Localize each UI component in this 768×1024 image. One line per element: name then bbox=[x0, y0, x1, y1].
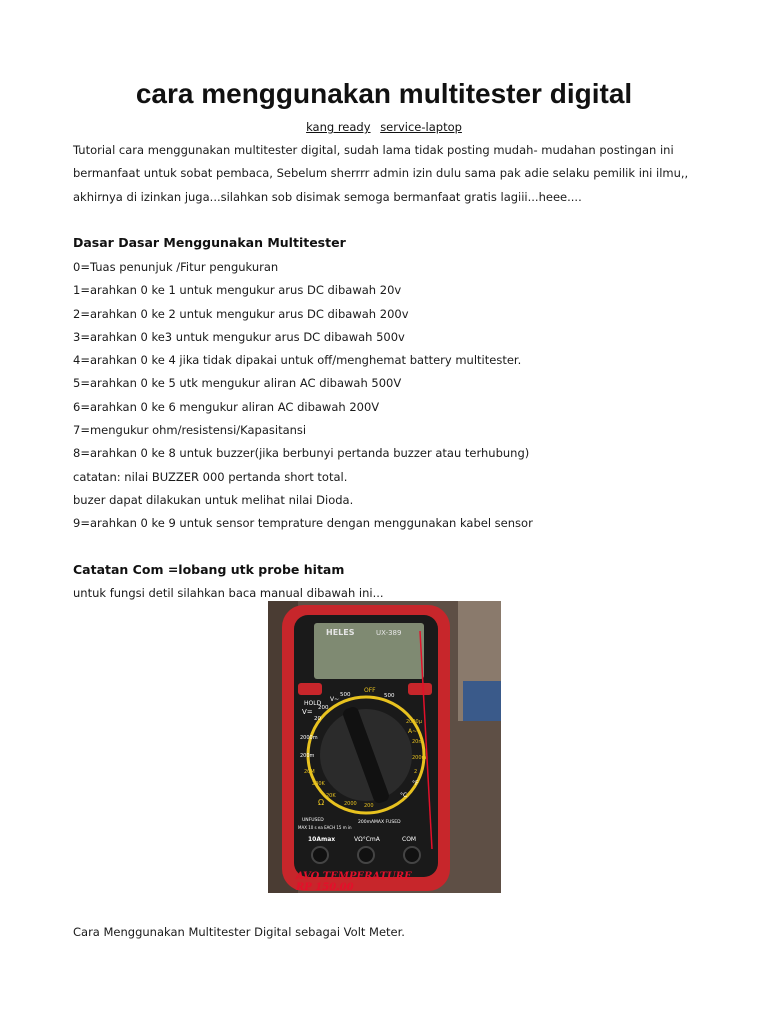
dial-label: 500 bbox=[340, 692, 351, 698]
intro-line: akhirnya di izinkan juga...silahkan sob disimak semoga bermanfaat gratis lagiii...heee.... bbox=[73, 189, 582, 204]
page-title: cara menggunakan multitester digital bbox=[135, 78, 633, 109]
dial-label: 200m bbox=[412, 755, 427, 761]
aac-label: A~ bbox=[408, 728, 418, 735]
hold-label: HOLD bbox=[304, 700, 322, 707]
overlay-caption: AVO TEMPERATURE bbox=[296, 871, 412, 882]
dial-label: 200K bbox=[312, 781, 325, 787]
dial-label: 500 bbox=[384, 693, 395, 699]
note-text: untuk fungsi detil silahkan baca manual dibawah ini... bbox=[73, 586, 384, 600]
list-item: 6=arahkan 0 ke 6 mengukur aliran AC dibawah 200V bbox=[73, 399, 380, 414]
overlay-price: RP 150.00 bbox=[296, 882, 354, 893]
vdc-label: V= bbox=[302, 708, 313, 716]
dial-label: 200m bbox=[300, 753, 315, 759]
dial-label: 2000 bbox=[344, 801, 357, 807]
list-item: buzer dapat dilakukan untuk melihat nilai Dioda. bbox=[73, 492, 354, 507]
dial-label: 200 bbox=[318, 705, 329, 711]
section-heading-com: Catatan Com =lobang utk probe hitam bbox=[73, 562, 345, 577]
intro-line: Tutorial cara menggunakan multitester digital, sudah lama tidak posting mudah- mudahan postingan ini bbox=[73, 143, 674, 157]
footer-paragraph bbox=[73, 921, 713, 944]
unfused-label: UNFUSED bbox=[302, 818, 324, 823]
dial-label: 20K bbox=[326, 793, 336, 799]
backlight-button bbox=[408, 683, 432, 695]
com-label: COM bbox=[402, 836, 417, 843]
tempf-label: °F bbox=[412, 780, 419, 787]
dial-label: 20m bbox=[412, 739, 424, 745]
ten-a-label: 10Amax bbox=[308, 836, 336, 843]
vcap-label: VΩ°CmA bbox=[354, 836, 380, 843]
com-jack bbox=[404, 847, 420, 863]
ten-a-jack bbox=[312, 847, 328, 863]
vcap-jack bbox=[358, 847, 374, 863]
list-item: catatan: nilai BUZZER 000 pertanda short total. bbox=[73, 469, 348, 484]
dial-label: 20M bbox=[304, 769, 315, 775]
category-link[interactable]: service-laptop bbox=[380, 120, 462, 134]
intro-paragraph bbox=[73, 139, 713, 209]
multimeter-illustration bbox=[268, 601, 501, 893]
vac-label: V~ bbox=[330, 696, 340, 703]
model-label: UX-389 bbox=[376, 629, 402, 637]
list-item: 5=arahkan 0 ke 5 utk mengukur aliran AC dibawah 500V bbox=[73, 376, 402, 391]
article-meta bbox=[0, 120, 768, 134]
multimeter-photo bbox=[268, 601, 501, 893]
author-link[interactable]: kang ready bbox=[306, 120, 371, 134]
hold-button bbox=[298, 683, 322, 695]
list-item: 3=arahkan 0 ke3 untuk mengukur arus DC dibawah 500v bbox=[73, 329, 405, 344]
dial-label: 2000μ bbox=[406, 719, 422, 725]
tempc-label: °C bbox=[400, 792, 408, 799]
list-item: 2=arahkan 0 ke 2 untuk mengukur arus DC dibawah 200v bbox=[73, 306, 409, 321]
list-item: 1=arahkan 0 ke 1 untuk mengukur arus DC dibawah 20v bbox=[73, 283, 402, 298]
list-item: 4=arahkan 0 ke 4 jika tidak dipakai untuk off/menghemat battery multitester. bbox=[73, 353, 522, 368]
max-each-label: MAX 10 s ea EACH 15 m in bbox=[298, 825, 352, 830]
brand-label: HELES bbox=[326, 628, 355, 637]
off-label: OFF bbox=[364, 687, 376, 694]
footer-text: Cara Menggunakan Multitester Digital sebagai Volt Meter. bbox=[73, 925, 405, 939]
ohm-label: Ω bbox=[318, 798, 325, 807]
dial-label: 200 bbox=[364, 803, 374, 809]
list-item: 9=arahkan 0 ke 9 untuk sensor temprature dengan menggunakan kabel sensor bbox=[73, 516, 533, 531]
list-item: 7=mengukur ohm/resistensi/Kapasitansi bbox=[73, 423, 307, 438]
dial-label: 2 bbox=[414, 769, 418, 775]
list-item: 8=arahkan 0 ke 8 untuk buzzer(jika berbunyi pertanda buzzer atau terhubung) bbox=[73, 446, 530, 461]
basics-list bbox=[73, 256, 713, 536]
fused-label: 200mAMAX FUSED bbox=[358, 820, 401, 825]
list-item: 0=Tuas penunjuk /Fitur pengukuran bbox=[73, 260, 279, 274]
section-heading-basics: Dasar Dasar Menggunakan Multitester bbox=[73, 235, 346, 250]
intro-line: bermanfaat untuk sobat pembaca, Sebelum sherrrr admin izin dulu sama pak adie selaku pemilik ini ilmu,, bbox=[73, 166, 689, 181]
dial-label: 20 bbox=[314, 716, 321, 722]
dial-label: 2000m bbox=[300, 735, 318, 741]
